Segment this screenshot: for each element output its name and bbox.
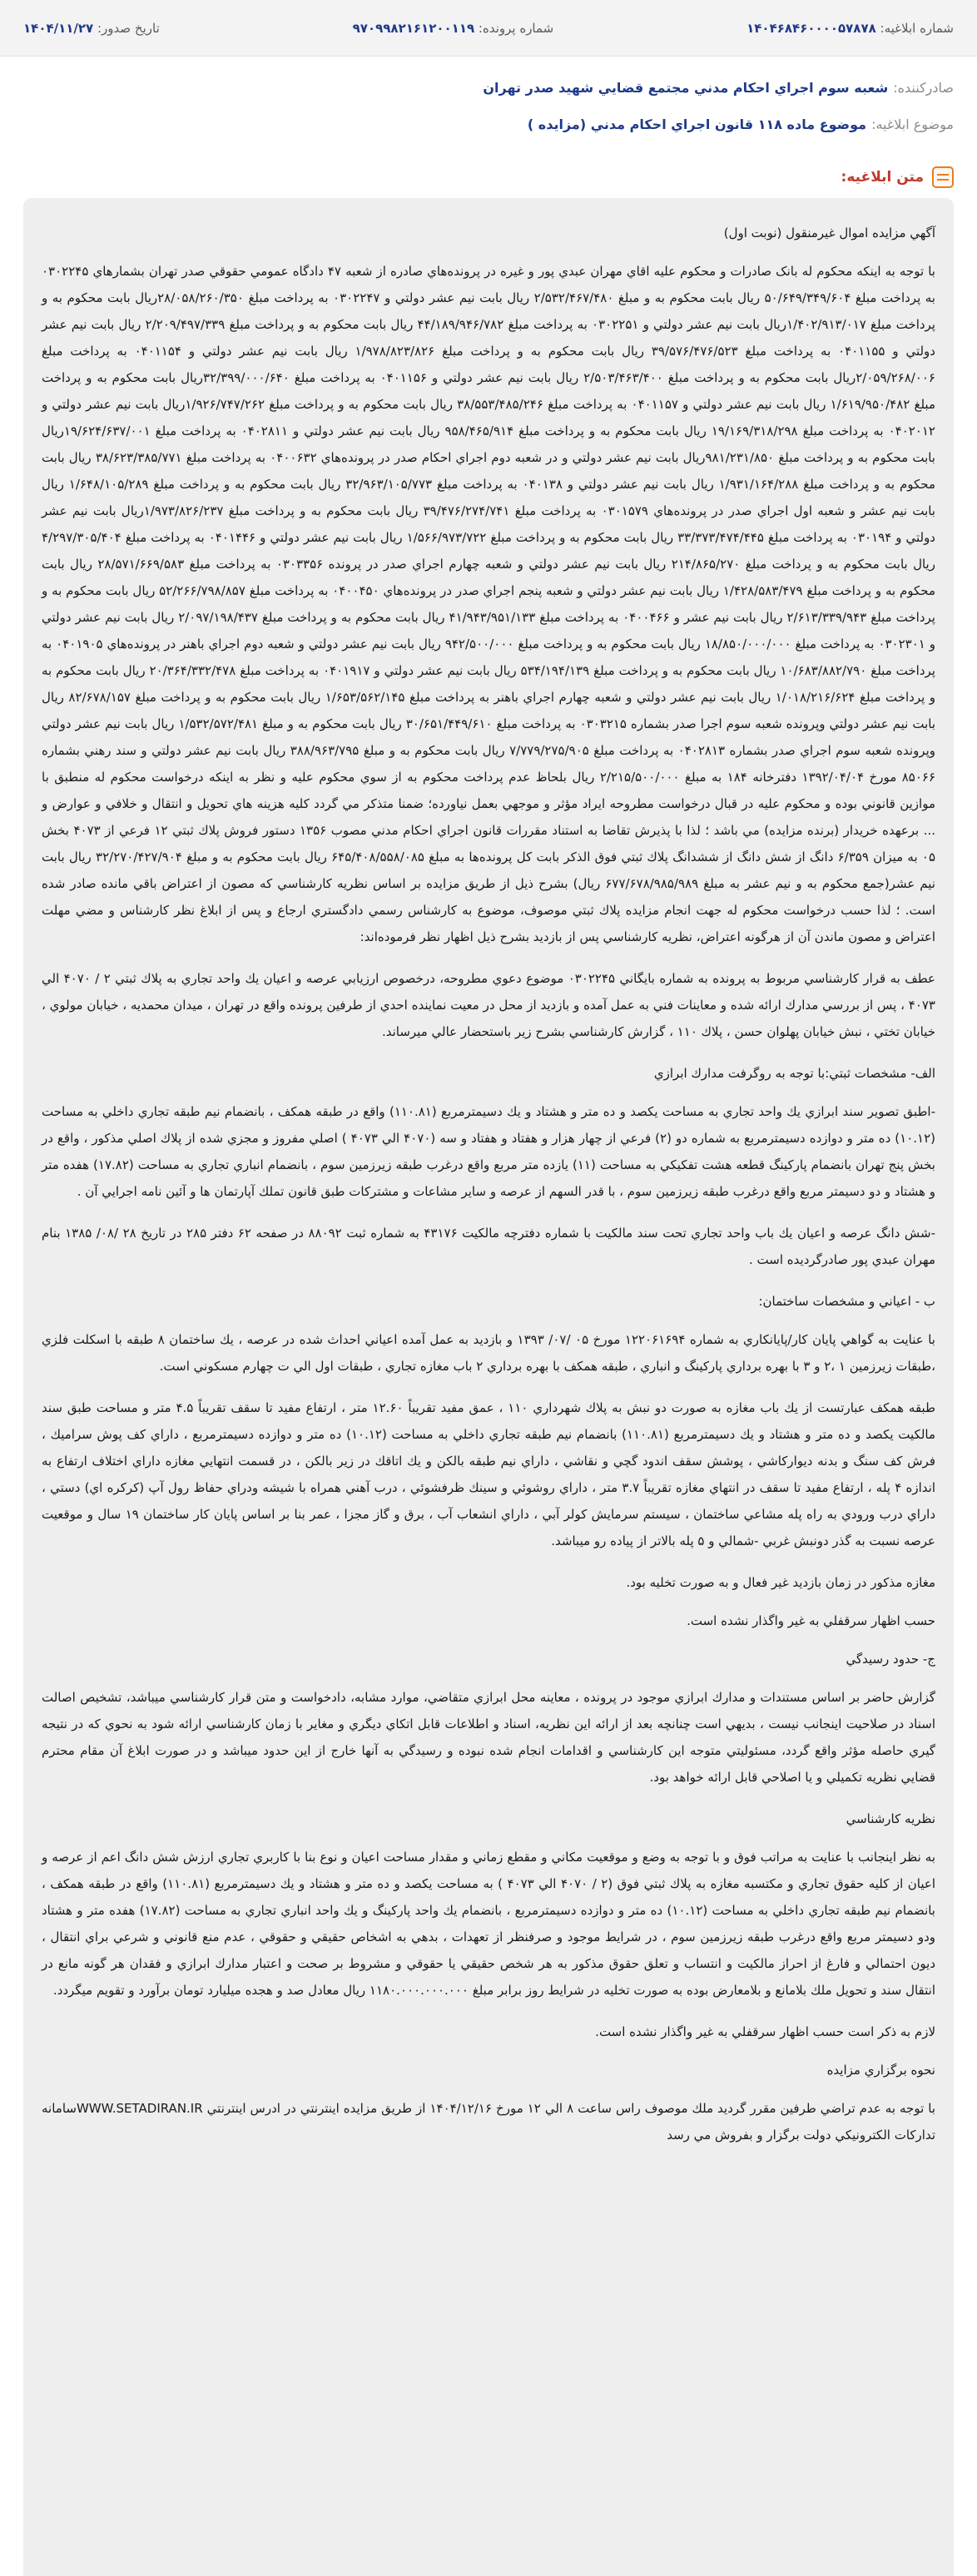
issuer-value: شعبه سوم اجراي احكام مدني مجتمع قضايي شهيد صدر تهران <box>483 80 889 96</box>
paragraph-building-details: با عنايت به گواهي پايان كار/پايانكاري به شماره ۱۲۲۰۶۱۶۹۴ مورخ ۰۵ /۰۷/ ۱۳۹۳ و بازديد به عمل آمده اعياني احداث شده در عرصه ، يك ساختمان ۸ طبقه با اسكلت فلزي ،طبقات زيرزمين ۱ ،۲ و ۳ با بهره برداري پاركينگ و انباري ، طبقه همكف با بهره برداري ۲ باب مغازه تجاري ، طبقات اول الي ت چهارم مسكوني است. <box>42 1332 935 1374</box>
issuer-label: صادرکننده: <box>893 80 954 96</box>
notice-number-label: شماره ابلاغیه: <box>880 20 954 36</box>
section-scope-heading: ج- حدود رسيدگي <box>846 1652 935 1667</box>
case-number-value: ۹۷۰۹۹۸۲۱۶۱۲۰۰۱۱۹ <box>352 20 475 36</box>
notice-text-title <box>23 166 954 188</box>
issue-date-label: تاریخ صدور: <box>97 20 160 36</box>
section-opinion-heading: نظريه كارشناسي <box>846 1811 935 1826</box>
paragraph-expert-opinion: به نظر اينجانب با عنايت به مراتب فوق و با توجه به وضع و موقعيت مكاني و مقطع زماني و مقدار مساحت اعيان و نوع بنا با كاربري تجاري ارزش شش دانگ اعم از عرصه و اعيان از كليه حقوق تجاري و مكتسبه مغازه به پلاك ثبتي فوق (۲ / ۴۰۷۰ الي ۴۰۷۳ ) به مساحت يكصد و ده متر و هشتاد و يك دسيمترمربع (۱۱۰.۸۱) واقع در طبقه همكف ، بانضمام نيم طبقه تجاري داخلي به مساحت (۱۰.۱۲) ده متر و دوازده دسيمترمربع ، بانضمام يك واحد پاركينگ و يك واحد انباري تجاري به مساحت (۱۷.۸۲) هفده متر و هشتاد ودو دسيمتر مربع واقع درغرب طبقه زيرزمين سوم ، در شرايط موجود و صرفنظر از تعهدات ، بدهي به اشخاص حقيقي و حقوقي ، عدم منع قانوني و شرعي براي انتقال ، ديون احتمالي و فارغ از احراز مالكيت و انتساب و تعلق حقوق مذكور به هر شخص حقيقي يا حقوقي و مشروط بر صحت و اعتبار مدارك ابرازي و فقدان هر گونه مانع در انتقال سند و تحويل ملك بلامانع و بلامعارض بوده به صورت تخليه در شرايط روز برابر مبلغ ۱۱۸۰.۰۰۰.۰۰۰.۰۰۰ ريال معادل صد و هجده ميليارد تومان برآورد و تقويم ميگردد. <box>42 1850 936 1998</box>
section-registration-heading: الف- مشخصات ثبتي:با توجه به روگرفت مدارك ابرازي <box>653 1066 935 1081</box>
paragraph-goodwill-note: لازم به ذكر است حسب اظهار سرقفلي به غير واگذار نشده است. <box>595 2024 935 2039</box>
paragraph-registration-details: -اطبق تصوير سند ابرازي يك واحد تجاري به مساحت يكصد و ده متر و هشتاد و يك دسيمترمربع (۱۱۰.۸۱) واقع در طبقه همكف ، بانضمام نيم طبقه تجاري داخلي به مساحت (۱۰.۱۲) ده متر و دوازده دسيمترمربع به شماره دو (۲) فرعي از چهار هزار و هفتاد و هفتاد و سه (۴۰۷۰ الي ۴۰۷۳ ) اصلي مفروز و مجزي شده از پلاك اصلي مذكور ، واقع در بخش پنج تهران بانضمام پاركينگ قطعه هشت تفكيكي به مساحت (۱۱) يازده متر مربع واقع درغرب طبقه زيرزمين سوم ، بانضمام انباري تجاري به مساحت (۱۷.۸۲) هفده متر و هشتاد و دو دسيمتر مربع واقع درغرب طبقه زيرزمين سوم ، با قدر السهم از عرصه و ساير مشاعات و مشتركات طبق قانون تملك آپارتمان ها و آئين نامه اجرايي آن . <box>42 1104 935 1199</box>
paragraph-scope: گزارش حاضر بر اساس مستندات و مدارك ابرازي موجود در پرونده ، معاينه محل ابرازي متقاضي، موارد مشابه، دادخواست و متن قرار كارشناسي ميباشد، تشخيص اصالت اسناد در صلاحيت اينجانب نيست ، بديهي است چنانچه بعد از ارائه اين نظريه، اسناد و اطلاعات قابل اتكاي ديگري و مغاير با زمان كارشناسي ارائه شود به نحوي كه در نتيجه گيري حاصله مؤثر واقع گردد، مسئوليتي متوجه اين كارشناسي و اقدامات انجام شده نبوده و رسيدگي به آنها خارج از اين حدود ميباشد و در صورت ابلاغ آن مقام محترم قضايي نظريه تكميلي و يا اصلاحي قابل ارائه خواهد بود. <box>42 1690 935 1785</box>
paragraph-auction-method: با توجه به عدم تراضي طرفين مقرر گرديد ملك موصوف راس ساعت ۸ الي ۱۲ مورخ ۱۴۰۴/۱۲/۱۶ از طريق مزايده اينترنتي در ادرس اينترنتي WWW.SETADIRAN.IRسامانه تدارکات الكترونيكي دولت برگزار و بفروش مي رسد <box>42 2101 935 2143</box>
section-auction-method-heading: نحوه برگزاري مزايده <box>826 2063 935 2078</box>
paragraph-goodwill: حسب اظهار سرقفلي به غير واگذار نشده است. <box>687 1613 935 1628</box>
issue-date-value: ۱۴۰۴/۱۱/۲۷ <box>23 20 94 36</box>
paragraph-ownership-deed: -شش دانگ عرصه و اعيان يك باب واحد تجاري تحت سند مالكيت با شماره دفترچه مالكيت ۴۳۱۷۶ به شماره ثبت ۸۸۰۹۲ در صفحه ۶۲ دفتر ۲۸۵ در تاريخ ۲۸ /۰۸/ ۱۳۸۵ بنام مهران عبدي پور صادرگرديده است . <box>42 1226 936 1267</box>
notice-number-value: ۱۴۰۴۶۸۴۶۰۰۰۰۵۷۸۷۸ <box>746 20 876 36</box>
document-text-icon <box>932 166 954 188</box>
paragraph-ground-floor: طبقه همكف عبارتست از يك باب مغازه به صورت دو نبش به پلاك شهرداري ۱۱۰ ، عمق مفيد تقريباً ۱۲.۶۰ متر ، ارتفاع مفيد تا سقف تقريباً ۴.۵ متر و مساحت طبق سند مالكيت يكصد و ده متر و هشتاد و يك دسيمترمربع (۱۱۰.۸۱) بانضمام نيم طبقه تجاري داخلي به مساحت (۱۰.۱۲) ده متر و دوازده دسيمترمربع ، داراي كف پوش سراميك ، فرش كف سنگ و بدنه ديواركاشي ، پوشش سقف اندود گچي و نقاشي ، داراي نيم طبقه بالكن و يك اتاقك در زير بالكن ، در قسمت انتهايي مغازه داراي اختلاف ارتفاع به اندازه ۴ پله ، ارتفاع مفيد تا سقف در انتهاي مغازه تقريباً ۳.۷ متر ، داراي روشوئي و سينك ظرفشوئي ، درب آهني همراه با شيشه ودراي حفاظ رول آپ (كركره اي) دستي ، داراي درب ورودي به راه پله مشاعي ساختمان ، سيستم سرمايش كولر آبي ، داراي انشعاب آب ، برق و گاز مجزا ، عمر بنا بر اساس پايان كار ساختمان ۱۹ سال و موقعيت عرصه نسبت به گذر دونبش غربي -شمالي و ۵ پله بالاتر از پياده رو ميباشد. <box>42 1400 936 1548</box>
case-number <box>353 21 554 36</box>
auction-heading: آگهي مزايده اموال غيرمنقول (نوبت اول) <box>723 225 935 240</box>
case-number-label: شماره پرونده: <box>478 20 554 36</box>
paragraph-expert-referral: عطف به قرار كارشناسي مربوط به پرونده به شماره بايگاني ۰۳۰۲۲۴۵ موضوع دعوي مطروحه، درخصوص ارزيابي عرصه و اعيان يك واحد تجاري به پلاك ثبتي ۲ / ۴۰۷۰ الي ۴۰۷۳ ، پس از بررسي مدارك ارائه شده و معاينات فني به عمل آمده و بازديد از محل در معيت نماينده احدي از طرفين پرونده واقع در تهران ، ميدان محمديه ، خيابان مولوي ، خيابان تختي ، نبش خيابان پهلوان حسن ، پلاك ۱۱۰ ، گزارش كارشناسي بشرح زير باستحضار عالي ميرساند. <box>42 971 935 1039</box>
notice-text-title-label: متن ابلاغیه: <box>841 169 924 186</box>
notice-number <box>746 21 954 36</box>
section-building-heading: ب - اعياني و مشخصات ساختمان: <box>758 1294 935 1309</box>
notice-meta <box>0 57 977 148</box>
issue-date <box>23 21 160 36</box>
subject-label: موضوع ابلاغیه: <box>871 116 954 132</box>
paragraph-case-summary: با توجه به اينكه محكوم له بانک صادرات و محكوم عليه اقاي مهران عبدي پور و غيره در پرونده‌هاي صادره از شعبه ۴۷ دادگاه عمومي حقوقي صدر تهران بشمارهاي ۰۳۰۲۲۴۵ به پرداخت مبلغ ۵۰/۶۴۹/۳۴۹/۶۰۴ ريال بابت محكوم به و مبلغ ۲/۵۳۲/۴۶۷/۴۸۰ ريال بابت نيم عشر دولتي و ۰۳۰۲۲۴۷ به پرداخت مبلغ ۲۸/۰۵۸/۲۶۰/۳۵۰ريال بابت محكوم به و پرداخت مبلغ ۱/۴۰۲/۹۱۳/۰۱۷ريال بابت نيم عشر دولتي و ۰۳۰۲۲۵۱ به پرداخت مبلغ ۴۴/۱۸۹/۹۴۶/۷۸۲ ريال بابت محكوم به و پرداخت مبلغ ۲/۲۰۹/۴۹۷/۳۳۹ ريال بابت نيم عشر دولتي و ۰۴۰۱۱۵۵ به پرداخت مبلغ ۳۹/۵۷۶/۴۷۶/۵۲۳ ريال بابت محكوم به و پرداخت مبلغ ۱/۹۷۸/۸۲۳/۸۲۶ ريال بابت نيم عشر دولتي و ۰۴۰۱۱۵۴ به پرداخت مبلغ ۲/۰۵۹/۲۶۸/۰۰۶ريال بابت محكوم به و پرداخت مبلغ ۲/۵۰۳/۴۶۳/۴۰۰ ريال بابت نيم عشر دولتي و ۰۴۰۱۱۵۶ به پرداخت مبلغ ۳۲/۳۹۹/۰۰۰/۶۴۰ريال بابت محكوم به و پرداخت مبلغ ۱/۶۱۹/۹۵۰/۴۸۲ ريال بابت نيم عشر دولتي و ۰۴۰۱۱۵۷ به پرداخت مبلغ ۳۸/۵۵۳/۴۸۵/۲۴۶ ريال بابت محكوم به و پرداخت مبلغ ۱/۹۲۶/۷۴۷/۲۶۲ريال بابت نيم عشر دولتي و ۰۴۰۲۰۱۲ به پرداخت مبلغ ۱۹/۱۶۹/۳۱۸/۲۹۸ ريال بابت محكوم به و پرداخت مبلغ ۹۵۸/۴۶۵/۹۱۴ ريال بابت نيم عشر دولتي و ۰۴۰۲۸۱۱ به پرداخت مبلغ ۱۹/۶۲۴/۶۳۷/۰۰۱ريال بابت محكوم به و پرداخت مبلغ ۹۸۱/۲۳۱/۸۵۰ريال بابت نيم عشر دولتي و در شعبه دوم اجراي احكام صدر در پرونده‌هاي ۰۴۰۰۶۳۲ به پرداخت مبلغ ۳۸/۶۲۳/۳۸۵/۷۷۱ ريال بابت محكوم به و پرداخت مبلغ ۱/۹۳۱/۱۶۴/۲۸۸ ريال بابت نيم عشر دولتي و ۰۴۰۱۳۸ به پرداخت مبلغ ۳۲/۹۶۳/۱۰۵/۷۷۳ ريال بابت محكوم به و پرداخت مبلغ ۱/۶۴۸/۱۰۵/۲۸۹ ريال بابت نيم عشر و شعبه اول اجراي صدر در پرونده‌هاي ۰۳۰۱۵۷۹ به پرداخت مبلغ ۳۹/۴۷۶/۲۷۴/۷۴۱ ريال بابت محكوم به و پرداخت مبلغ ۱/۹۷۳/۸۲۶/۲۳۷ريال بابت نيم عشر دولتي و ۰۳۰۱۹۴ به پرداخت مبلغ ۳۳/۳۷۳/۴۷۴/۴۴۵ ريال بابت محكوم به و پرداخت مبلغ ۱/۵۶۶/۹۷۳/۷۲۲ ريال بابت نيم عشر دولتي و ۰۴۰۱۴۴۶ به پرداخت مبلغ ۴/۲۹۷/۳۰۵/۴۰۴ ريال بابت محكوم به و پرداخت مبلغ ۲۱۴/۸۶۵/۲۷۰ ريال بابت نيم عشر دولتي و شعبه چهارم اجراي صدر در پرونده ۰۳۰۳۳۵۶ به پرداخت مبلغ ۲۸/۵۷۱/۶۶۹/۵۸۳ ريال بابت محكوم به و پرداخت مبلغ ۱/۴۲۸/۵۸۳/۴۷۹ ريال بابت نيم عشر دولتي و شعبه پنجم اجراي صدر در پرونده‌هاي ۰۴۰۰۴۵۰ به پرداخت مبلغ ۵۲/۲۶۶/۷۹۸/۸۵۷ ريال بابت محكوم به و پرداخت مبلغ ۲/۶۱۳/۳۳۹/۹۴۳ ريال بابت نيم عشر و ۰۴۰۰۴۶۶ به پرداخت مبلغ ۴۱/۹۴۳/۹۵۱/۱۳۳ ريال بابت محكوم به و پرداخت مبلغ ۲/۰۹۷/۱۹۸/۴۳۷ ريال بابت نيم عشر دولتي و ۰۳۰۲۳۰۱ به پرداخت مبلغ ۱۸/۸۵۰/۰۰۰/۰۰۰ ريال بابت محكوم به و پرداخت مبلغ ۹۴۲/۵۰۰/۰۰۰ ريال بابت نيم عشر دولتي و شعبه دوم اجراي باهنر در پرونده‌هاي ۰۴۰۱۹۰۵ به پرداخت مبلغ ۱۰/۶۸۳/۸۸۲/۷۹۰ ريال بابت محكوم به و پرداخت مبلغ ۵۳۴/۱۹۴/۱۳۹ ريال بابت نيم عشر دولتي و ۰۴۰۱۹۱۷ به پرداخت مبلغ ۲۰/۳۶۴/۳۳۲/۴۷۸ ريال بابت محكوم به و پرداخت مبلغ ۱/۰۱۸/۲۱۶/۶۲۴ ريال بابت نيم عشر دولتي و شعبه چهارم اجراي باهنر به پرداخت مبلغ ۱/۶۵۳/۵۶۲/۱۴۵ ريال بابت محكوم به و پرداخت مبلغ ۸۲/۶۷۸/۱۵۷ ريال بابت نيم عشر دولتي وپرونده شعبه سوم اجرا صدر بشماره ۰۳۰۳۲۱۵ به پرداخت مبلغ ۳۰/۶۵۱/۴۴۹/۶۱۰ ريال بابت محكوم به و مبلغ ۱/۵۳۲/۵۷۲/۴۸۱ ريال بابت نيم عشر دولتي وپرونده شعبه سوم اجراي صدر بشماره ۰۴۰۲۸۱۳ به پرداخت مبلغ ۷/۷۷۹/۲۷۵/۹۰۵ ريال بابت محكوم به و مبلغ ۳۸۸/۹۶۳/۷۹۵ ريال بابت نيم عشر دولتي و سند رهني بشماره ۸۵۰۶۶ مورخ ۱۳۹۲/۰۴/۰۴ دفترخانه ۱۸۴ به مبلغ ۲/۲۱۵/۵۰۰/۰۰۰ ريال بلحاظ عدم پرداخت محكوم به از سوي محكوم عليه و نظر به اينكه درخواست محكوم له منطبق با موازين قانوني بوده و محكوم عليه در قبال درخواست مطروحه ايراد مؤثر و موجهي بعمل نياورده؛ ضمنا متذكر مي گردد كليه هزينه هاي تحويل و انتقال و خلافي و عوارض و ... برعهده خريدار (برنده مزايده) مي باشد ؛ لذا با پذيرش تقاضا به استناد مقررات قانون اجراي احكام مدني مصوب ۱۳۵۶ دستور فروش پلاك ثبتي ۱۲ فرعي از ۴۰۷۳ بخش ۰۵ به ميزان ۶/۳۵۹ دانگ از شش دانگ از ششدانگ پلاك ثبتي فوق الذكر بابت كل پرونده‌ها به مبلغ ۶۴۵/۴۰۸/۵۵۸/۰۸۵ ريال بابت محكوم به و مبلغ ۳۲/۲۷۰/۴۲۷/۹۰۴ ريال بابت نيم عشر(جمع محكوم به و نيم عشر به مبلغ ۶۷۷/۶۷۸/۹۸۵/۹۸۹ ريال) بشرح ذيل از طريق مزايده بر اساس نظريه كارشناسي كه مصون از اعتراض باقي مانده صادر شده است. ؛ لذا حسب درخواست محكوم له جهت انجام مزايده پلاك ثبتي موصوف، موضوع به كارشناس رسمي دادگستري ارجاع و پس از ابلاغ نظر كارشناس و مضي مهلت اعتراض و مصون ماندن آن از هرگونه اعتراض، نظريه كارشناسي پس از بازديد بشرح ذيل اظهار نظر فرموده‌اند: <box>42 264 936 944</box>
paragraph-vacancy: مغازه مذكور در زمان بازديد غير فعال و به صورت تخليه بود. <box>626 1575 935 1590</box>
notice-header-bar <box>0 0 977 57</box>
issuer-row <box>23 70 954 107</box>
subject-value: موضوع ماده ۱۱۸ قانون اجراي احكام مدني (مزايده ) <box>527 116 867 132</box>
notice-body <box>23 198 954 2576</box>
subject-row <box>23 107 954 143</box>
